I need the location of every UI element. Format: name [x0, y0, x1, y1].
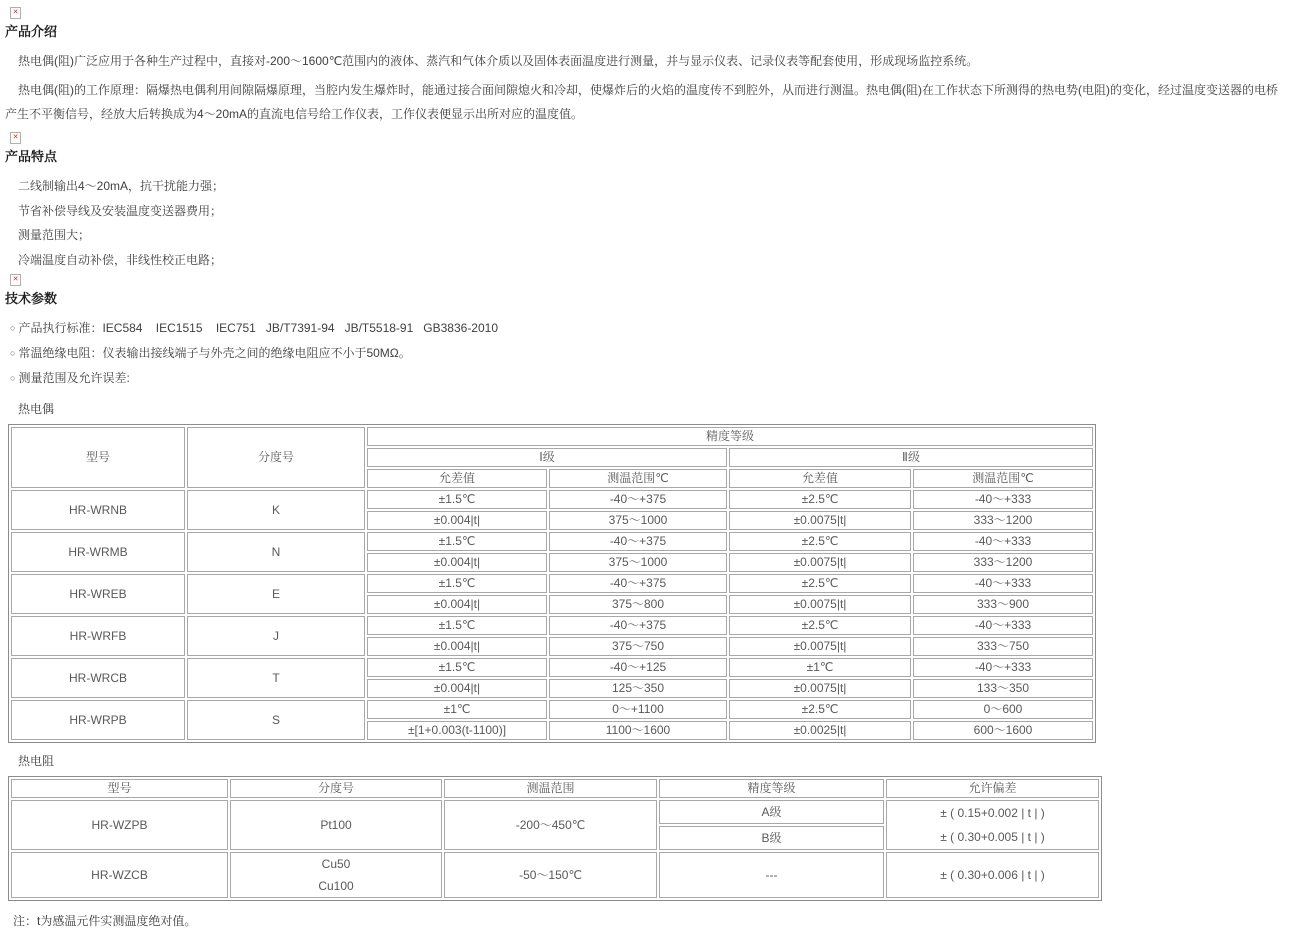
grade-cell: A级	[659, 800, 884, 824]
range-cell: 375～750	[549, 637, 727, 656]
table-row	[11, 800, 1099, 824]
spec-item-text: 常温绝缘电阻：仪表输出接线端子与外壳之间的绝缘电阻应不小于50MΩ。	[18, 346, 411, 360]
model-cell: HR-WRPB	[11, 700, 185, 740]
deviation-line: ± ( 0.15+0.002 | t | )	[940, 806, 1045, 820]
col-header-deviation: 允许偏差	[886, 779, 1099, 798]
broken-image-glyph: ✕	[12, 276, 19, 283]
tolerance-cell: ±2.5℃	[729, 490, 911, 509]
circle-bullet-icon: ○	[10, 348, 16, 358]
tolerance-cell: ±1.5℃	[367, 658, 547, 677]
tolerance-cell: ±0.004|t|	[367, 679, 547, 698]
graduation-line: Cu100	[318, 879, 354, 893]
graduation-cell	[230, 852, 442, 898]
model-cell: HR-WZCB	[11, 852, 228, 898]
col-header-accuracy: 精度等级	[659, 779, 884, 798]
spec-item	[5, 316, 1289, 341]
range-cell: -40～+333	[913, 532, 1093, 551]
col-header-range: 测温范围℃	[549, 469, 727, 488]
rtd-table	[8, 776, 1102, 901]
feature-item: 二线制输出4～20mA，抗干扰能力强；	[18, 179, 225, 193]
graduation-cell: Pt100	[230, 800, 442, 850]
model-cell: HR-WRMB	[11, 532, 185, 572]
deviation-cell: ± ( 0.30+0.006 | t | )	[886, 852, 1099, 898]
tolerance-cell: ±0.004|t|	[367, 637, 547, 656]
range-cell: 1100～1600	[549, 721, 727, 740]
table-header-row	[11, 427, 1093, 446]
col-header-grade2: Ⅱ级	[729, 448, 1093, 467]
range-cell: 133～350	[913, 679, 1093, 698]
feature-item: 测量范围大；	[18, 228, 91, 242]
spec-item	[5, 341, 1289, 366]
range-cell: -200～450℃	[444, 800, 657, 850]
tolerance-cell: ±1℃	[367, 700, 547, 719]
tolerance-cell: ±0.0075|t|	[729, 637, 911, 656]
tolerance-cell: ±0.004|t|	[367, 595, 547, 614]
col-header-graduation: 分度号	[230, 779, 442, 798]
tolerance-cell: ±0.004|t|	[367, 511, 547, 530]
range-cell: -40～+375	[549, 532, 727, 551]
feature-item: 节省补偿导线及安装温度变送器费用；	[18, 203, 223, 218]
col-header-model: 型号	[11, 427, 185, 488]
range-cell: -40～+375	[549, 574, 727, 593]
broken-image-icon	[10, 274, 21, 286]
range-cell: 375～1000	[549, 553, 727, 572]
deviation-line: ± ( 0.30+0.005 | t | )	[940, 830, 1045, 844]
range-cell: -40～+375	[549, 490, 727, 509]
tolerance-cell: ±0.0075|t|	[729, 511, 911, 530]
grade-cell: ---	[659, 852, 884, 898]
graduation-cell: T	[187, 658, 365, 698]
range-cell: -50～150℃	[444, 852, 657, 898]
col-header-graduation: 分度号	[187, 427, 365, 488]
broken-image-icon	[10, 132, 21, 144]
graduation-cell: J	[187, 616, 365, 656]
range-cell: -40～+125	[549, 658, 727, 677]
tolerance-cell: ±1℃	[729, 658, 911, 677]
table-row	[11, 574, 1093, 593]
section-heading-features: 产品特点	[5, 149, 58, 164]
tolerance-cell: ±0.0075|t|	[729, 679, 911, 698]
broken-image-glyph: ✕	[12, 9, 19, 16]
col-header-tolerance: 允差值	[729, 469, 911, 488]
section-heading-intro: 产品介绍	[5, 24, 58, 39]
col-header-range: 测温范围℃	[913, 469, 1093, 488]
circle-bullet-icon: ○	[10, 373, 16, 383]
range-cell: 333～1200	[913, 511, 1093, 530]
grade-cell: B级	[659, 826, 884, 850]
range-cell: -40～+333	[913, 490, 1093, 509]
model-cell: HR-WRNB	[11, 490, 185, 530]
range-cell: 600～1600	[913, 721, 1093, 740]
range-cell: 375～800	[549, 595, 727, 614]
col-header-model: 型号	[11, 779, 228, 798]
range-cell: -40～+375	[549, 616, 727, 635]
table-row	[11, 700, 1093, 719]
model-cell: HR-WRCB	[11, 658, 185, 698]
table-row	[11, 532, 1093, 551]
col-header-tolerance: 允差值	[367, 469, 547, 488]
range-cell: -40～+333	[913, 616, 1093, 635]
tolerance-cell: ±1.5℃	[367, 574, 547, 593]
intro-paragraph: 热电偶(阻)的工作原理：隔爆热电偶利用间隙隔爆原理，当腔内发生爆炸时，能通过接合面间隙熄火和冷却，使爆炸后的火焰的温度传不到腔外，从而进行测温。热电偶(阻)在工作状态下所测得的热电势(电阻)的变化，经过温度变送器的电桥产生不平衡信号，经放大后转换成为4～20mA的直流电信号给工作仪表，工作仪表便显示出所对应的温度值。	[5, 83, 1278, 121]
table-row	[11, 852, 1099, 898]
col-header-accuracy: 精度等级	[367, 427, 1093, 446]
graduation-cell: K	[187, 490, 365, 530]
feature-item: 冷端温度自动补偿，非线性校正电路；	[18, 252, 223, 267]
broken-image-glyph: ✕	[12, 134, 19, 141]
col-header-grade1: Ⅰ级	[367, 448, 727, 467]
range-cell: 375～1000	[549, 511, 727, 530]
col-header-range: 测温范围	[444, 779, 657, 798]
intro-paragraph: 热电偶(阻)广泛应用于各种生产过程中，直接对-200～1600℃范围内的液体、蒸汽和气体介质以及固体表面温度进行测量，并与显示仪表、记录仪表等配套使用，形成现场监控系统。	[18, 54, 979, 68]
circle-bullet-icon: ○	[10, 323, 16, 333]
table-row	[11, 658, 1093, 677]
table-header-row	[11, 779, 1099, 798]
deviation-cell	[886, 800, 1099, 850]
range-cell: 333～1200	[913, 553, 1093, 572]
graduation-cell: S	[187, 700, 365, 740]
rtd-table-label: 热电阻	[18, 754, 55, 768]
range-cell: -40～+333	[913, 658, 1093, 677]
model-cell: HR-WRFB	[11, 616, 185, 656]
tolerance-cell: ±0.0075|t|	[729, 595, 911, 614]
section-heading-specs: 技术参数	[5, 291, 58, 306]
spec-item-text: 产品执行标准：IEC584 IEC1515 IEC751 JB/T7391-94 JB/T5518-91 GB3836-2010	[18, 321, 499, 335]
tolerance-cell: ±1.5℃	[367, 532, 547, 551]
thermocouple-table-label: 热电偶	[18, 402, 55, 416]
tolerance-cell: ±0.0075|t|	[729, 553, 911, 572]
table-row	[11, 616, 1093, 635]
tolerance-cell: ±0.004|t|	[367, 553, 547, 572]
footnote: 注：t为感温元件实测温度绝对值。	[13, 914, 197, 928]
range-cell: 333～750	[913, 637, 1093, 656]
tolerance-cell: ±2.5℃	[729, 700, 911, 719]
graduation-cell: N	[187, 532, 365, 572]
thermocouple-table	[8, 424, 1096, 743]
tolerance-cell: ±0.0025|t|	[729, 721, 911, 740]
range-cell: -40～+333	[913, 574, 1093, 593]
tolerance-cell: ±2.5℃	[729, 574, 911, 593]
tolerance-cell: ±2.5℃	[729, 616, 911, 635]
range-cell: 0～+1100	[549, 700, 727, 719]
spec-item-text: 测量范围及允许误差:	[18, 371, 130, 385]
tolerance-cell: ±1.5℃	[367, 490, 547, 509]
feature-list	[5, 174, 1289, 272]
model-cell: HR-WZPB	[11, 800, 228, 850]
tolerance-cell: ±[1+0.003(t-1100)]	[367, 721, 547, 740]
tolerance-cell: ±1.5℃	[367, 616, 547, 635]
graduation-cell: E	[187, 574, 365, 614]
range-cell: 333～900	[913, 595, 1093, 614]
tolerance-cell: ±2.5℃	[729, 532, 911, 551]
model-cell: HR-WREB	[11, 574, 185, 614]
range-cell: 125～350	[549, 679, 727, 698]
spec-item	[5, 366, 1289, 391]
broken-image-icon	[10, 7, 21, 19]
range-cell: 0～600	[913, 700, 1093, 719]
graduation-line: Cu50	[321, 857, 351, 871]
table-row	[11, 490, 1093, 509]
